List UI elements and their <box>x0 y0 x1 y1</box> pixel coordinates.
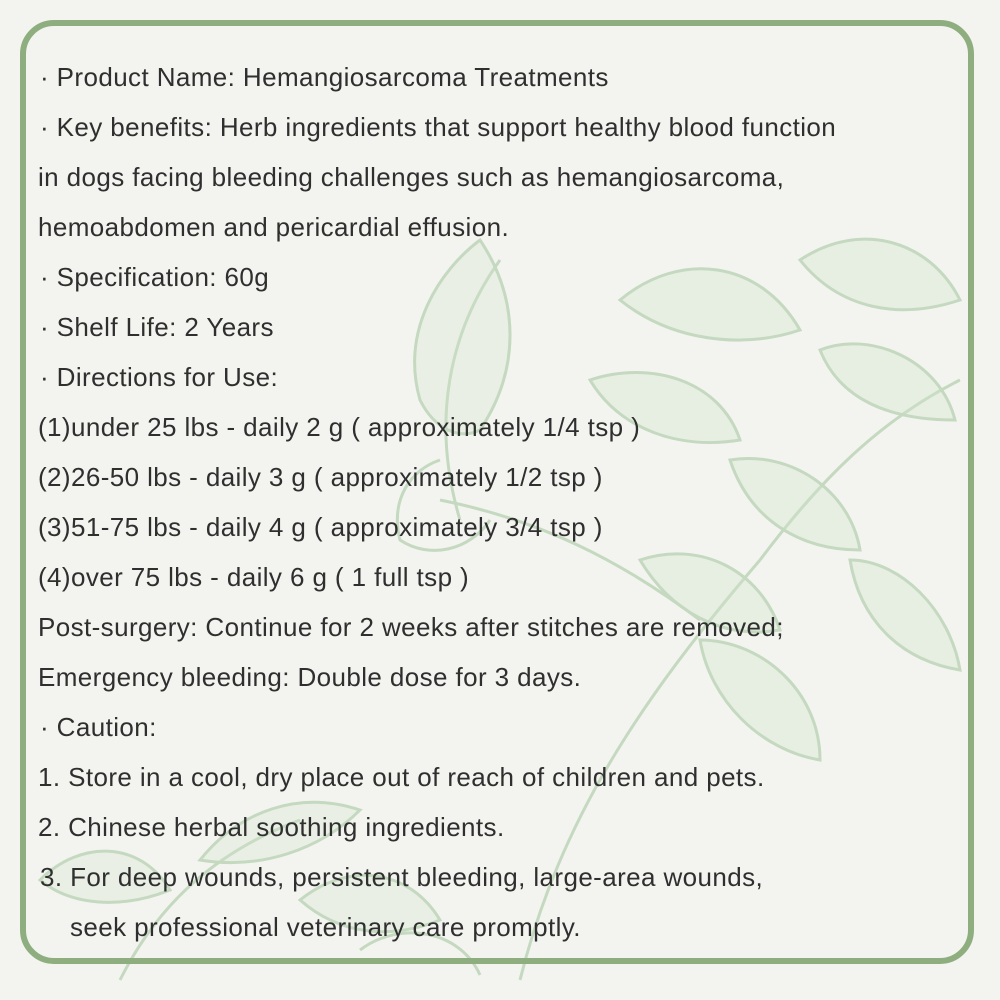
caution-item-3: 3. For deep wounds, persistent bleeding, large-area wounds, <box>40 862 764 892</box>
caution-item-2: 2. Chinese herbal soothing ingredients. <box>38 812 505 842</box>
dose-line-1: (1)under 25 lbs - daily 2 g ( approximately 1/4 tsp ) <box>38 412 641 442</box>
key-benefits-line-1: · Key benefits: Herb ingredients that support healthy blood function <box>40 112 837 142</box>
product-name: · Product Name: Hemangiosarcoma Treatments <box>40 62 609 92</box>
directions-heading: · Directions for Use: <box>40 362 279 392</box>
key-benefits-line-3: hemoabdomen and pericardial effusion. <box>38 212 510 242</box>
post-surgery-note: Post-surgery: Continue for 2 weeks after stitches are removed; <box>38 612 784 642</box>
caution-item-3-continued: seek professional veterinary care promptly. <box>70 912 581 942</box>
dose-line-2: (2)26-50 lbs - daily 3 g ( approximately 1/2 tsp ) <box>38 462 603 492</box>
specification: · Specification: 60g <box>40 262 270 292</box>
dose-line-3: (3)51-75 lbs - daily 4 g ( approximately 3/4 tsp ) <box>38 512 603 542</box>
caution-item-1: 1. Store in a cool, dry place out of reach of children and pets. <box>38 762 765 792</box>
product-info <box>38 52 978 952</box>
dose-line-4: (4)over 75 lbs - daily 6 g ( 1 full tsp ) <box>38 562 470 592</box>
caution-heading: · Caution: <box>40 712 157 742</box>
shelf-life: · Shelf Life: 2 Years <box>40 312 274 342</box>
key-benefits-line-2: in dogs facing bleeding challenges such as hemangiosarcoma, <box>38 162 785 192</box>
emergency-note: Emergency bleeding: Double dose for 3 days. <box>38 662 582 692</box>
